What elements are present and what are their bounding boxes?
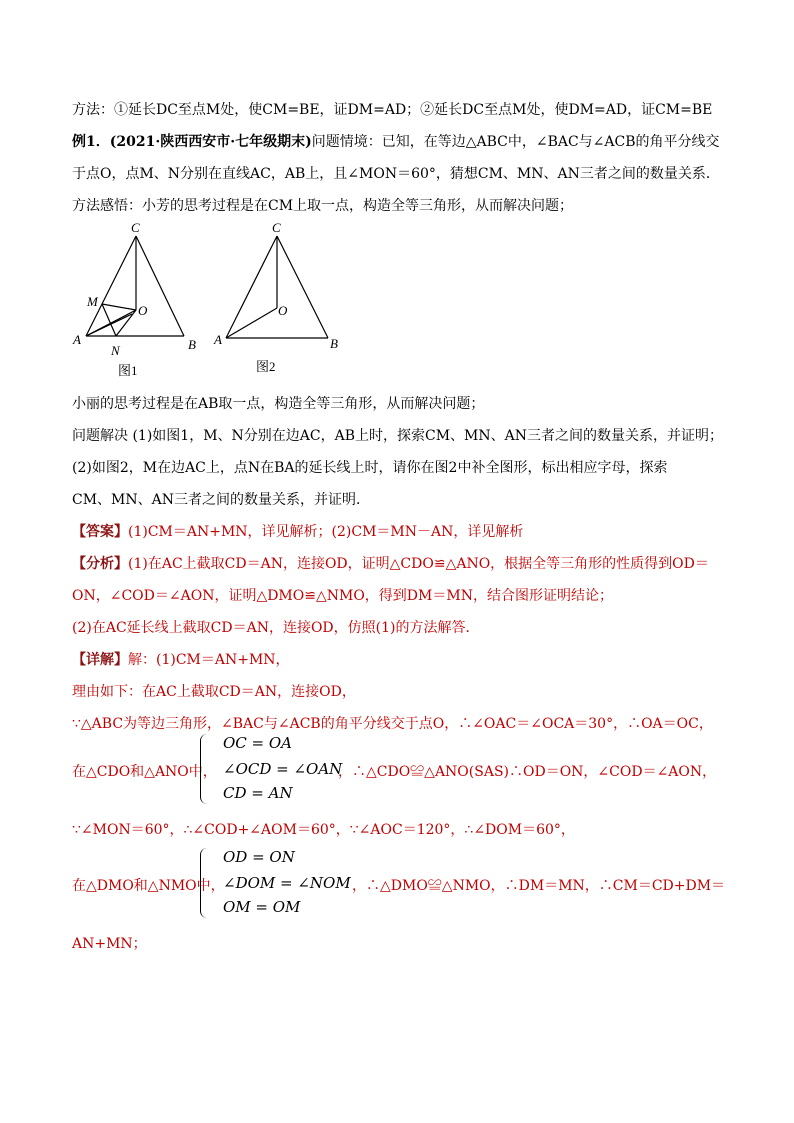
analysis-tag: 【分析】 — [72, 556, 128, 572]
fig1-segment-no — [116, 310, 136, 336]
fig2-side-cb — [277, 236, 328, 338]
fig1-label-b: B — [188, 337, 196, 352]
since-line-2: ∵∠MON＝60°，∴∠COD+∠AOM＝60°，∵∠AOC＝120°，∴∠DOM＝60°， — [72, 822, 575, 838]
method-line: 方法：①延长DC至点M处，使CM=BE，证DM=AD；②延长DC至点M处，使DM=AD，证CM=BE — [72, 102, 713, 118]
after-system-1: ，∴△CDO≌△ANO(SAS)∴OD＝ON，∠COD＝∠AON， — [338, 764, 717, 780]
fig1-segment-mo — [102, 304, 136, 310]
system1-eq-1: OC = OA — [223, 734, 293, 752]
example-text: 问题情境：已知，在等边△ABC中，∠BAC与∠ACB的角平分线交 — [311, 134, 720, 150]
example-line — [72, 132, 720, 152]
fig1-label-n: N — [111, 343, 120, 358]
system2-eq-1: OD = ON — [223, 848, 295, 866]
detail-tag: 【详解】 — [72, 652, 128, 668]
answer-line — [72, 522, 523, 542]
system2-eq-3: OM = OM — [223, 898, 301, 916]
analysis-line — [72, 554, 709, 574]
fig1-label-m: M — [87, 294, 98, 309]
detail-line — [72, 650, 290, 670]
analysis-line-2: ON，∠COD＝∠AON，证明△DMO≌△NMO，得到DM＝MN，结合图形证明结论； — [72, 588, 613, 604]
in-triangles-1: 在△CDO和△ANO中， — [72, 764, 217, 780]
system2-eq-2: ∠DOM = ∠NOM — [223, 874, 351, 892]
fig1-label-a: A — [73, 332, 81, 347]
fig1-label-c: C — [131, 220, 140, 235]
method-insight-line: 方法感悟：小芳的思考过程是在CM上取一点，构造全等三角形，从而解决问题； — [72, 198, 574, 214]
fig2-label-b: B — [330, 336, 338, 351]
detail-text: 解：(1)CM＝AN+MN， — [128, 652, 290, 668]
analysis-line-3: (2)在AC延长线上截取CD＝AN，连接OD，仿照(1)的方法解答． — [72, 620, 480, 636]
system1-eq-2: ∠OCD = ∠OAN — [223, 760, 343, 778]
fig2-label-c: C — [272, 220, 281, 235]
in-triangles-2: 在△DMO和△NMO中， — [72, 878, 225, 894]
figure-1 — [70, 218, 210, 378]
fig1-side-cb — [136, 236, 184, 336]
reason-line: 理由如下：在AC上截取CD＝AN，连接OD， — [72, 684, 356, 700]
figure-1-caption: 图1 — [118, 363, 138, 378]
figure-2 — [210, 218, 350, 378]
figure-2-caption: 图2 — [256, 359, 276, 374]
example-label: 例1．(2021·陕西西安市·七年级期末) — [72, 134, 312, 150]
question-1-line: 问题解决 (1)如图1，M、N分别在边AC，AB上时，探索CM、MN、AN三者之间的数量关系，并证明； — [72, 428, 723, 444]
fig1-label-o: O — [138, 303, 148, 318]
fig2-label-a: A — [214, 332, 222, 347]
final-line: AN+MN； — [72, 936, 147, 952]
system1-eq-3: CD = AN — [223, 784, 293, 802]
answer-tag: 【答案】 — [72, 524, 128, 540]
fig2-label-o: O — [278, 303, 288, 318]
problem-line-2: 于点O，点M、N分别在直线AC，AB上，且∠MON＝60°，猜想CM、MN、AN三者之间的数量关系． — [72, 166, 720, 182]
after-system-2: ，∴△DMO≌△NMO，∴DM＝MN，∴CM＝CD+DM＝ — [352, 878, 726, 894]
xiaoli-line: 小丽的思考过程是在AB取一点，构造全等三角形，从而解决问题； — [72, 396, 485, 412]
question-2-line-b: CM、MN、AN三者之间的数量关系，并证明． — [72, 492, 370, 508]
analysis-text: (1)在AC上截取CD＝AN，连接OD，证明△CDO≌△ANO，根据全等三角形的性质得到OD＝ — [128, 556, 709, 572]
answer-text: (1)CM＝AN+MN，详见解析；(2)CM＝MN－AN，详见解析 — [128, 524, 524, 540]
fig1-segment-mn — [102, 304, 116, 336]
since-line-1: ∵△ABC为等边三角形，∠BAC与∠ACB的角平分线交于点O，∴∠OAC＝∠OCA＝30°，∴OA＝OC， — [72, 716, 713, 732]
question-2-line: (2)如图2，M在边AC上，点N在BA的延长线上时，请你在图2中补全图形，标出相应字母，探索 — [72, 460, 668, 476]
fig1-side-ca — [86, 236, 136, 336]
